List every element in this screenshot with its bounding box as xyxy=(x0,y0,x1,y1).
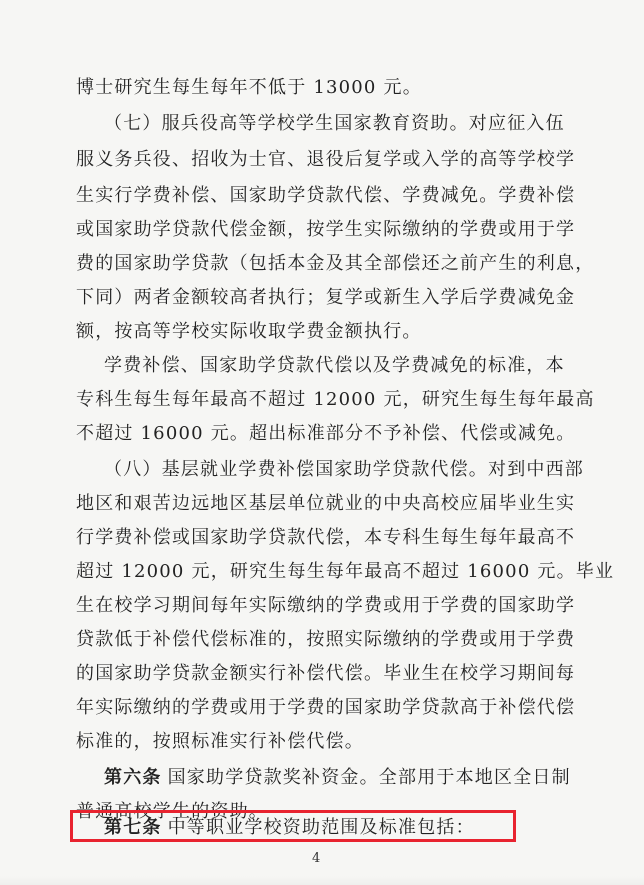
text-line: 地区和艰苦边远地区基层单位就业的中央高校应届毕业生实 xyxy=(76,493,576,514)
article6-line2: 普通高校学生的资助。 xyxy=(76,801,268,822)
text-line: 学费补偿、国家助学贷款代偿以及学费减免的标准，本 xyxy=(104,355,565,376)
text-line: 服义务兵役、招收为士官、退役后复学或入学的高等学校学 xyxy=(76,149,576,170)
text-line: 费的国家助学贷款（包括本金及其全部偿还之前产生的利息， xyxy=(76,253,595,274)
text-line: 标准的，按照标准实行补偿代偿。 xyxy=(76,731,364,752)
text-line: 博士研究生每生每年不低于 13000 元。 xyxy=(76,77,422,98)
article6-text: 国家助学贷款奖补资金。全部用于本地区全日制 xyxy=(167,767,571,788)
text-line: 额，按高等学校实际收取学费金额执行。 xyxy=(76,321,422,342)
text-line: 超过 12000 元，研究生每生每年最高不超过 16000 元。毕业 xyxy=(76,561,615,582)
text-line: 的国家助学贷款金额实行补偿代偿。毕业生在校学习期间每 xyxy=(76,663,576,684)
text-line: 行学费补偿或国家助学贷款代偿，本专科生每生每年最高不 xyxy=(76,527,576,548)
article7-text: 中等职业学校资助范围及标准包括： xyxy=(167,817,475,838)
page-number: 4 xyxy=(312,851,321,866)
text-line: 或国家助学贷款代偿金额，按学生实际缴纳的学费或用于学 xyxy=(76,219,576,240)
text-line: 贷款低于补偿代偿标准的，按照实际缴纳的学费或用于学费 xyxy=(76,629,576,650)
text-line: 下同）两者金额较高者执行；复学或新生入学后学费减免金 xyxy=(76,287,576,308)
text-line: 生在校学习期间每年实际缴纳的学费或用于学费的国家助学 xyxy=(76,595,576,616)
article7-label: 第七条 xyxy=(104,817,162,838)
text-line: 年实际缴纳的学费或用于学费的国家助学贷款高于补偿代偿 xyxy=(76,697,576,718)
article6-line xyxy=(104,767,571,788)
text-line: （八）基层就业学费补偿国家助学贷款代偿。对到中西部 xyxy=(104,459,584,480)
text-line: 专科生每生每年最高不超过 12000 元，研究生每生每年最高 xyxy=(76,389,595,410)
page-bottom-shade xyxy=(0,876,644,885)
text-line: 生实行学费补偿、国家助学贷款代偿、学费减免。学费补偿 xyxy=(76,185,576,206)
text-line: 不超过 16000 元。超出标准部分不予补偿、代偿或减免。 xyxy=(76,423,576,444)
text-line: （七）服兵役高等学校学生国家教育资助。对应征入伍 xyxy=(104,113,565,134)
article6-label: 第六条 xyxy=(104,767,162,788)
red-highlight-box xyxy=(70,810,516,842)
